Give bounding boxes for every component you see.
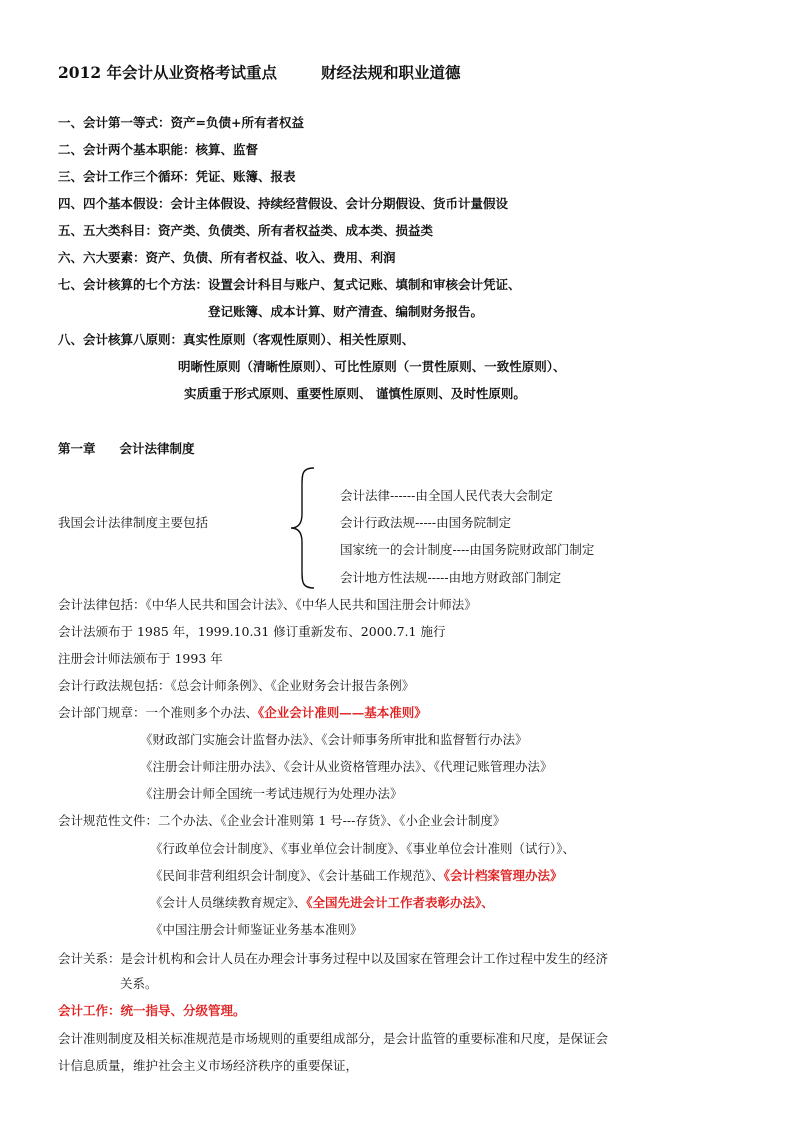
title-right: 财经法规和职业道德 <box>321 63 461 82</box>
norm-docs-line-3-text: 《民间非营利组织会计制度》、《会计基础工作规范》、 <box>150 868 444 883</box>
summary-item-8-cont-2: 实质重于形式原则、重要性原则、 谨慎性原则、及时性原则。 <box>184 386 526 401</box>
norm-docs-line-5: 《中国注册会计师鉴证业务基本准则》 <box>150 922 363 937</box>
system-item-admin-regs: 会计行政法规-----由国务院制定 <box>340 515 512 530</box>
summary-item-5: 五、五大类科目：资产类、负债类、所有者权益类、成本类、损益类 <box>58 223 434 238</box>
standards-line-2: 计信息质量，维护社会主义市场经济秩序的重要保证， <box>58 1058 359 1073</box>
page-title <box>58 64 461 82</box>
system-label: 我国会计法律制度主要包括 <box>58 515 209 530</box>
standards-line-1: 会计准则制度及相关标准规范是市场规则的重要组成部分，是会计监管的重要标准和尺度，是保证会 <box>58 1031 609 1046</box>
norm-docs-line-4 <box>150 894 494 912</box>
work-principle: 会计工作：统一指导、分级管理。 <box>58 1003 246 1018</box>
law-date: 会计法颁布于 1985 年，1999.10.31 修订重新发布、2000.7.1 施行 <box>58 624 446 639</box>
norm-docs-line-1: 会计规范性文件：二个办法、《企业会计准则第 1 号---存货》、《小企业会计制度》 <box>58 813 506 828</box>
summary-item-8: 八、会计核算八原则：真实性原则（客观性原则）、相关性原则、 <box>58 332 415 347</box>
admin-regs: 会计行政法规包括：《总会计师条例》、《企业财务会计报告条例》 <box>58 678 415 693</box>
dept-rules-line-3: 《注册会计师注册办法》、《会计从业资格管理办法》、《代理记账管理办法》 <box>140 759 553 774</box>
cpa-law-date: 注册会计师法颁布于 1993 年 <box>58 651 223 666</box>
summary-item-7: 七、会计核算的七个方法：设置会计科目与账户、复式记账、填制和审核会计凭证、 <box>58 277 521 292</box>
summary-item-7-cont: 登记账簿、成本计算、财产清查、编制财务报告。 <box>208 304 484 319</box>
dept-rules <box>58 704 427 722</box>
dept-rules-line-2: 《财政部门实施会计监督办法》、《会计师事务所审批和监督暂行办法》 <box>140 732 528 747</box>
relation-line-1: 会计关系：是会计机构和会计人员在办理会计事务过程中以及国家在管理会计工作过程中发生的经济 <box>58 951 609 966</box>
summary-item-4: 四、四个基本假设：会计主体假设、持续经营假设、会计分期假设、货币计量假设 <box>58 196 509 211</box>
chapter-number: 第一章 <box>58 441 96 456</box>
summary-item-3: 三、会计工作三个循环：凭证、账簿、报表 <box>58 169 296 184</box>
dept-rules-text: 会计部门规章：一个准则多个办法、 <box>58 705 259 720</box>
title-left: 2012 年会计从业资格考试重点 <box>58 63 278 82</box>
law-include: 会计法律包括：《中华人民共和国会计法》、《中华人民共和国注册会计师法》 <box>58 597 477 612</box>
norm-docs-line-4-tail: 、 <box>481 895 494 910</box>
norm-docs-line-4-highlight: 《全国先进会计工作者表彰办法》 <box>306 895 482 910</box>
summary-item-1: 一、会计第一等式：资产=负债+所有者权益 <box>58 115 304 130</box>
system-item-national-system: 国家统一的会计制度----由国务院财政部门制定 <box>340 542 595 557</box>
relation-line-2: 关系。 <box>120 976 158 991</box>
summary-item-8-cont-1: 明晰性原则（清晰性原则）、可比性原则（一贯性原则、一致性原则）、 <box>178 359 566 374</box>
norm-docs-line-4-text: 《会计人员继续教育规定》、 <box>150 895 307 910</box>
chapter-name: 会计法律制度 <box>119 441 195 456</box>
dept-rules-line-4: 《注册会计师全国统一考试违规行为处理办法》 <box>140 786 403 801</box>
left-curly-brace-icon <box>288 466 318 590</box>
norm-docs-line-3 <box>150 867 563 885</box>
dept-rules-highlight: 《企业会计准则——基本准则》 <box>258 705 427 720</box>
norm-docs-line-3-highlight: 《会计档案管理办法》 <box>443 868 563 883</box>
summary-item-2: 二、会计两个基本职能：核算、监督 <box>58 142 259 157</box>
system-item-local-regs: 会计地方性法规-----由地方财政部门制定 <box>340 570 562 585</box>
chapter-heading <box>58 440 195 458</box>
norm-docs-line-2: 《行政单位会计制度》、《事业单位会计制度》、《事业单位会计准则（试行）》、 <box>150 841 576 856</box>
system-item-law: 会计法律------由全国人民代表大会制定 <box>340 488 553 503</box>
summary-item-6: 六、六大要素：资产、负债、所有者权益、收入、费用、利润 <box>58 250 396 265</box>
